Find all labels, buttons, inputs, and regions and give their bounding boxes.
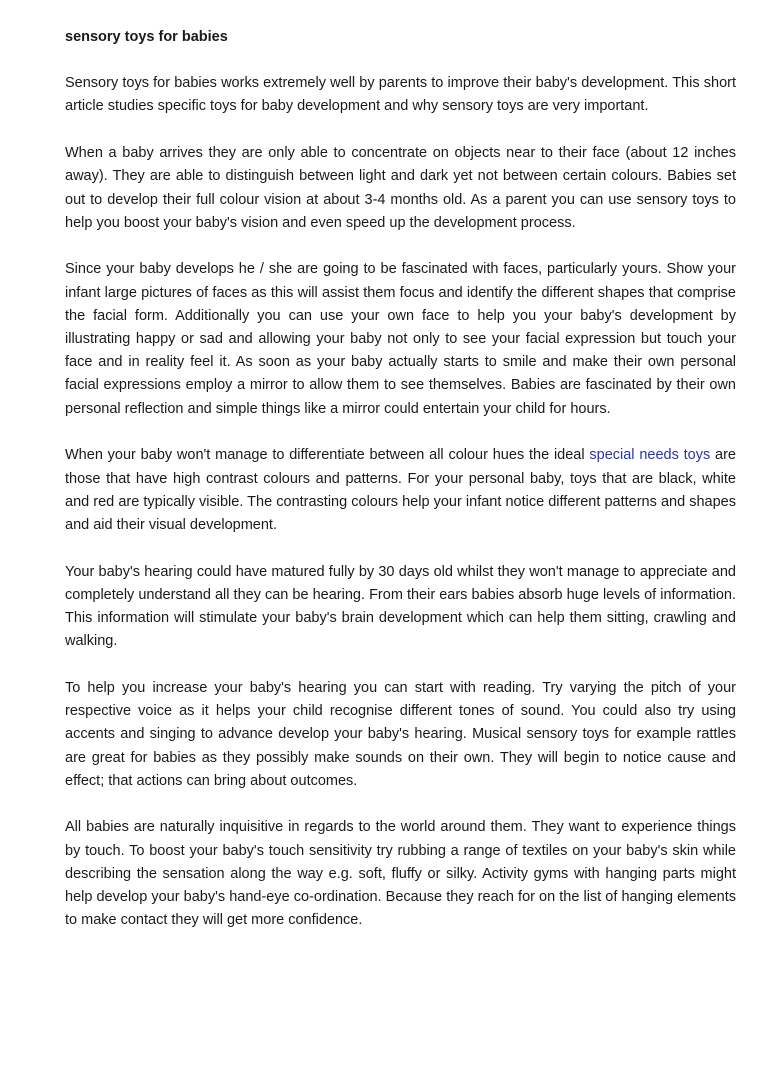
special-needs-toys-link[interactable]: special needs toys [589, 447, 711, 464]
document-body [65, 26, 736, 956]
paragraph-faces: Since your baby develops he / she are going to be fascinated with faces, particularly yours. Show your infant large pictures of faces as this will assist them focus and identify the different shapes that comprise the facial form. Additionally you can use your own face to help you your baby's development by illustrating happy or sad and allowing your baby not only to see your facial expression but touch your face and in reality feel it. As soon as your baby actually starts to smile and make their own personal facial expressions employ a mirror to allow them to see themselves. Babies are fascinated by their own personal reflection and simple things like a mirror could entertain your child for hours. [65, 261, 736, 417]
paragraph-hearing: Your baby's hearing could have matured fully by 30 days old whilst they won't manage to appreciate and completely understand all they can be hearing. From their ears babies absorb huge levels of information. This information will stimulate your baby's brain development which can help them sitting, crawling and walking. [65, 563, 736, 650]
paragraph-intro: Sensory toys for babies works extremely well by parents to improve their baby's development. This short article studies specific toys for baby development and why sensory toys are very important. [65, 75, 736, 115]
paragraph-touch: All babies are naturally inquisitive in regards to the world around them. They want to experience things by touch. To boost your baby's touch sensitivity try rubbing a range of textiles on your baby's skin while describing the sensation along the way e.g. soft, fluffy or silky. Activity gyms with hanging parts might help develop your baby's hand-eye co-ordination. Because they reach for on the list of hanging elements to make contact they will get more confidence. [65, 819, 736, 929]
document-title: sensory toys for babies [65, 29, 228, 45]
paragraph-reading: To help you increase your baby's hearing you can start with reading. Try varying the pitch of your respective voice as it helps your child recognise different tones of sound. You could also try using accents and singing to advance develop your baby's hearing. Musical sensory toys for example rattles are great for babies as they possibly make sounds on their own. They will begin to notice cause and effect; that actions can bring about outcomes. [65, 679, 736, 789]
paragraph-vision: When a baby arrives they are only able to concentrate on objects near to their face (about 12 inches away). They are able to distinguish between light and dark yet not between certain colours. Babies set out to develop their full colour vision at about 3-4 months old. As a parent you can use sensory toys to help you boost your baby's vision and even speed up the development process. [65, 145, 736, 231]
paragraph-contrast-text-after: are those that have high contrast colours and patterns. For your personal baby, toys that are black, white and red are typically visible. The contrasting colours help your infant notice different patterns and shapes and aid their visual development. [65, 447, 736, 533]
paragraph-contrast [65, 444, 736, 537]
paragraph-contrast-text-before: When your baby won't manage to differentiate between all colour hues the ideal [65, 447, 590, 464]
